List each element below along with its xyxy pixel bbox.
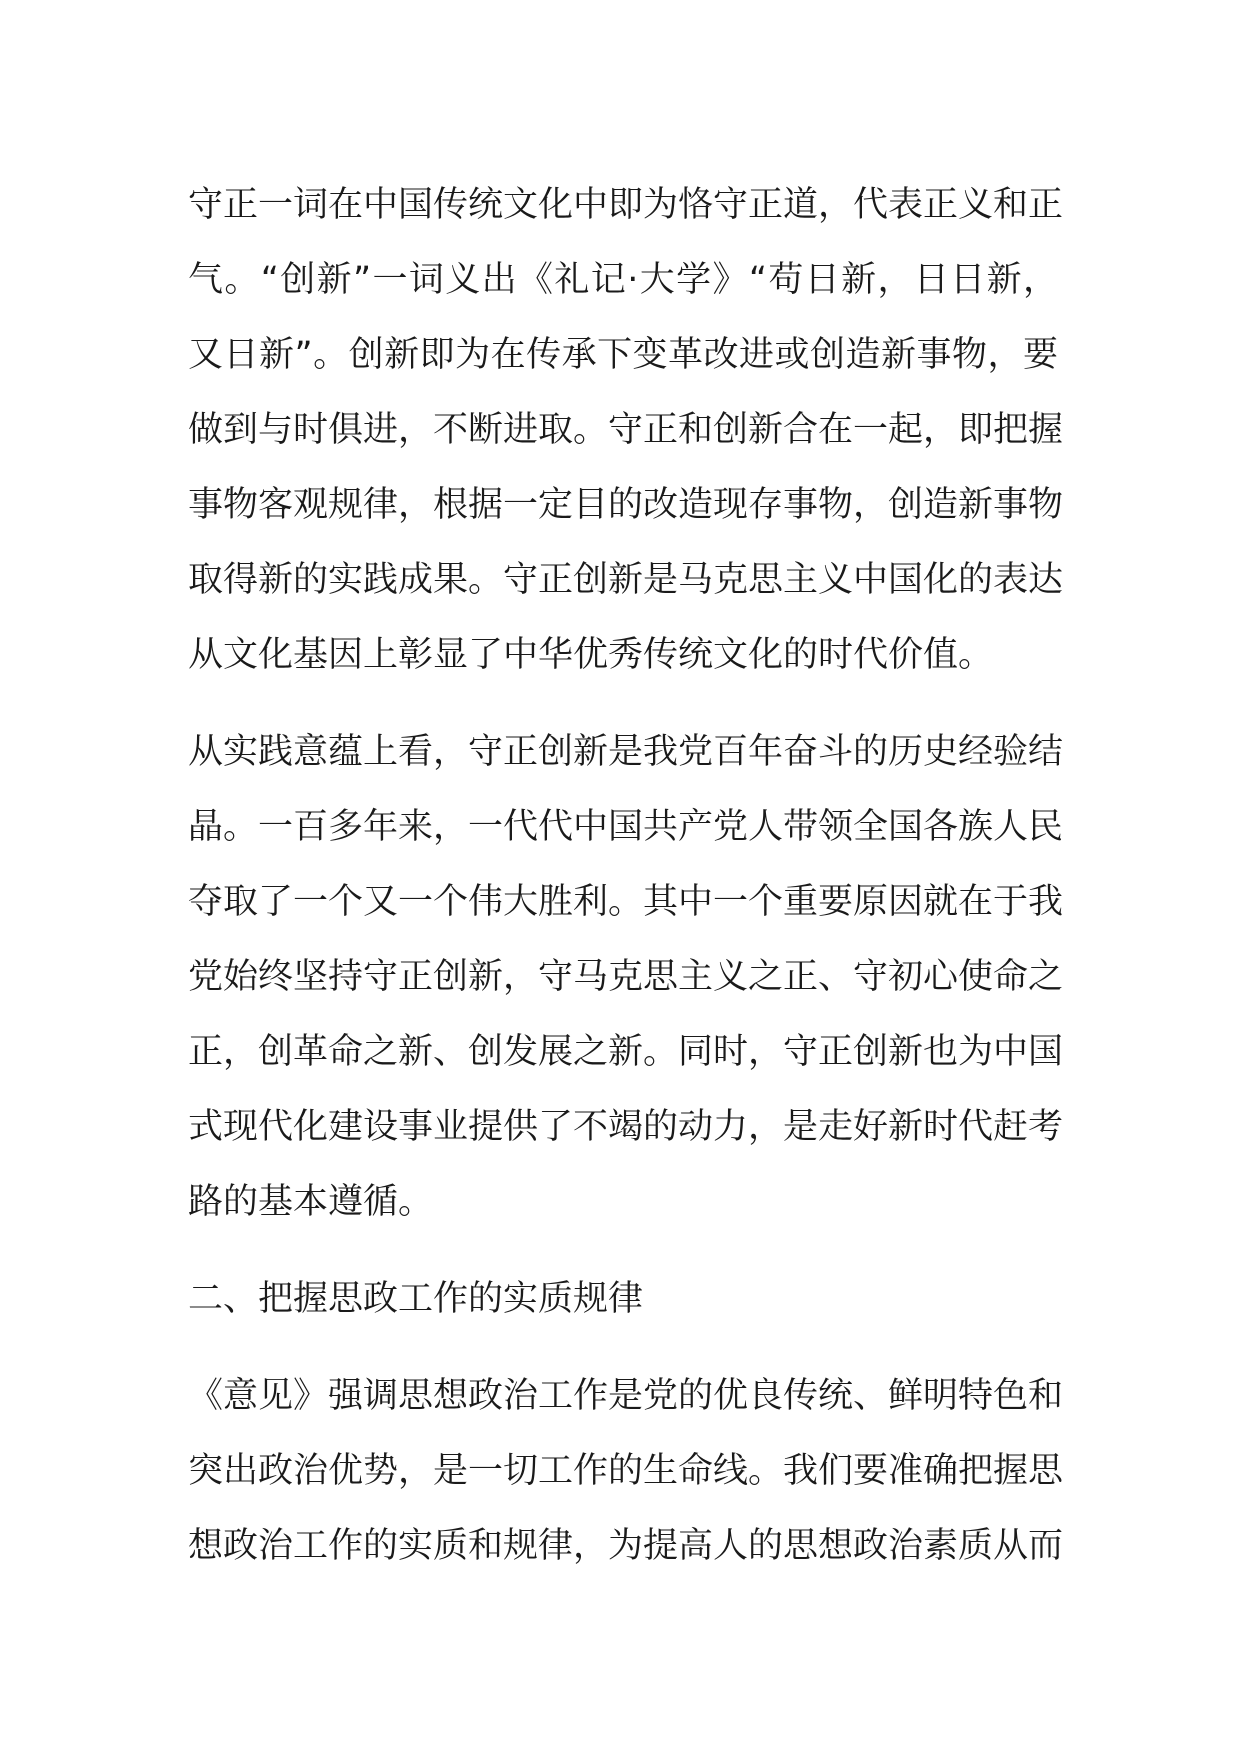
paragraph-shouzheng-meaning xyxy=(188,168,1064,693)
text-line: 守正一词在中国传统文化中即为恪守正道，代表正义和正 xyxy=(188,185,1064,225)
text-line: 取得新的实践成果。守正创新是马克思主义中国化的表达 xyxy=(188,560,1064,600)
document-body xyxy=(188,168,1064,1606)
text-line: 党始终坚持守正创新，守马克思主义之正、守初心使命之 xyxy=(188,957,1064,997)
text-line: 正，创革命之新、创发展之新。同时，守正创新也为中国 xyxy=(188,1032,1064,1072)
text-line: 又日新”。创新即为在传承下变革改进或创造新事物，要 xyxy=(188,335,1058,375)
paragraph-practice-meaning xyxy=(188,715,1064,1240)
text-line: 式现代化建设事业提供了不竭的动力，是走好新时代赶考 xyxy=(188,1107,1064,1147)
paragraph-opinion xyxy=(188,1359,1064,1584)
text-line: 从文化基因上彰显了中华优秀传统文化的时代价值。 xyxy=(188,635,994,675)
section-heading-text: 二、把握思政工作的实质规律 xyxy=(188,1279,644,1319)
text-line: 事物客观规律，根据一定目的改造现存事物，创造新事物 xyxy=(188,485,1064,525)
text-line: 气。“创新”一词义出《礼记·大学》“苟日新，日日新， xyxy=(188,260,1058,300)
text-line: 想政治工作的实质和规律，为提高人的思想政治素质从而 xyxy=(188,1526,1064,1566)
text-line: 夺取了一个又一个伟大胜利。其中一个重要原因就在于我 xyxy=(188,882,1064,922)
text-line: 突出政治优势，是一切工作的生命线。我们要准确把握思 xyxy=(188,1451,1064,1491)
text-line: 晶。一百多年来，一代代中国共产党人带领全国各族人民 xyxy=(188,807,1064,847)
text-line: 《意见》强调思想政治工作是党的优良传统、鲜明特色和 xyxy=(188,1376,1064,1416)
text-line: 做到与时俱进，不断进取。守正和创新合在一起，即把握 xyxy=(188,410,1064,450)
section-heading xyxy=(188,1262,1058,1337)
text-line: 从实践意蕴上看，守正创新是我党百年奋斗的历史经验结 xyxy=(188,732,1064,772)
text-line: 路的基本遵循。 xyxy=(188,1182,434,1222)
